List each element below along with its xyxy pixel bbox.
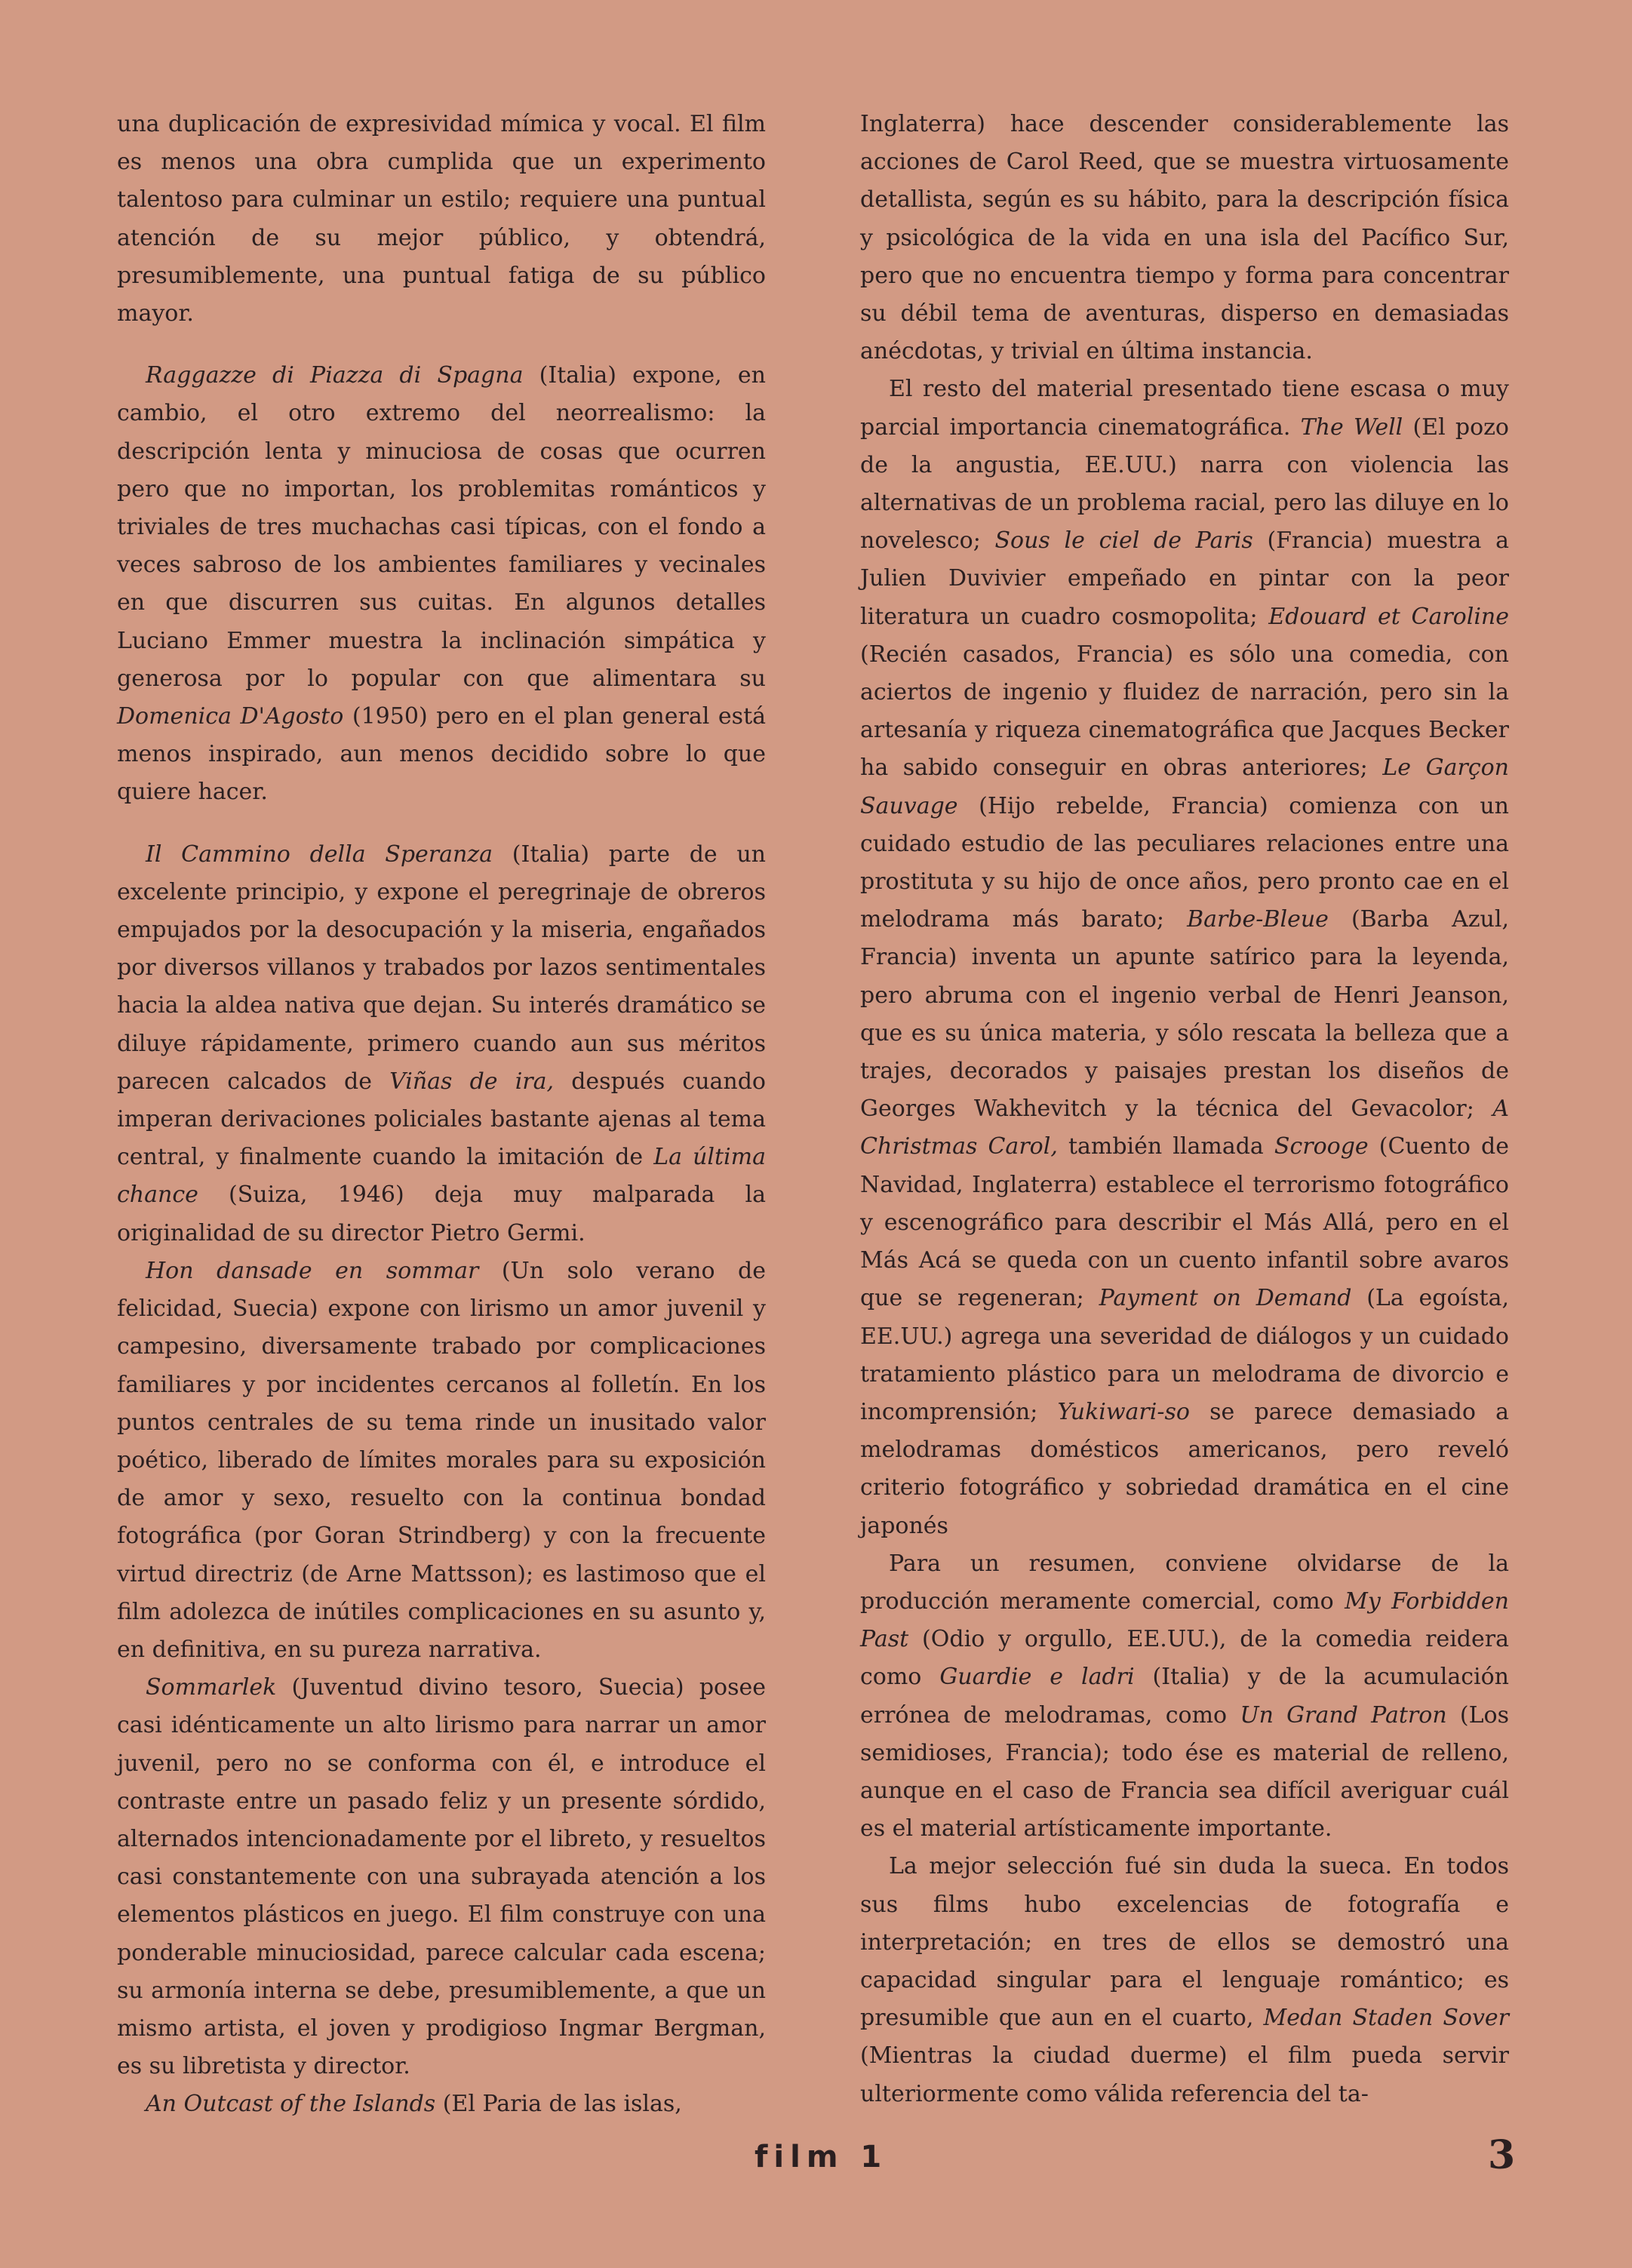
body-text: (El pozo de la angustia, EE.UU.) narra con violencia las alternativas de un problema racial, pero las diluye en lo novelesco;	[860, 413, 1509, 555]
body-text: (Barba Azul, Francia) inventa un apunte satírico para la leyenda, pero abruma con el ingenio verbal de Henri Jeanson, que es su única materia, y sólo rescata la belleza que a trajes, decorados y paisajes prestan los diseños de Georges Wakhevitch y la técnica del Gevacolor;	[860, 906, 1510, 1123]
film-title-text: Un Grand Patron	[1240, 1701, 1447, 1729]
body-text: (1950) pero en el plan general está menos inspirado, aun menos decidido sobre lo que quiere hacer.	[117, 703, 767, 806]
body-text: El resto del material presentado tiene escasa o muy parcial importancia cinematográfica.	[860, 376, 1509, 441]
paragraph	[117, 106, 766, 333]
film-title-text: Raggazze di Piazza di Spagna	[146, 362, 524, 389]
film-title-text: La última chance	[117, 1144, 766, 1209]
paragraph	[117, 1669, 766, 2085]
film-title-text: Scrooge	[1274, 1133, 1369, 1160]
body-text: La mejor selección fué sin duda la sueca. En todos sus films hubo excelencias de fotografía e interpretación; en tres de ellos se demostró una capacidad singular para el lenguaje romántico; es presumible que aun en el cuarto,	[860, 1853, 1509, 2032]
body-text: (Suiza, 1946) deja muy malparada la originalidad de su director Pietro Germi.	[117, 1182, 766, 1246]
film-title-text: Il Cammino della Speranza	[146, 841, 493, 868]
body-text: (Hijo rebelde, Francia) comienza con un cuidado estudio de las peculiares relaciones entre una prostituta y su hijo de once años, pero pronto cae en el melodrama más barato;	[860, 792, 1509, 933]
body-text: (Los semidioses, Francia); todo ése es material de relleno, aunque en el caso de Francia sea difícil averiguar cuál es el material artísticamente importante.	[860, 1701, 1509, 1842]
film-title-text: An Outcast of the Islands	[146, 2091, 436, 2118]
body-text: (Francia) muestra a Julien Duvivier empeñado en pintar con la peor literatura un cuadro cosmopolita;	[860, 527, 1509, 630]
film-title-text: Hon dansade en sommar	[146, 1257, 479, 1284]
body-text: (Recién casados, Francia) es sólo una comedia, con aciertos de ingenio y fluidez de narración, pero sin la artesanía y riqueza cinematográfica que Jacques Becker ha sabido conseguir en obras anteriores;	[860, 641, 1509, 782]
body-text: (Mientras la ciudad duerme) el film pueda servir ulteriormente como válida referencia del ta-	[860, 2042, 1509, 2107]
paragraph	[117, 357, 766, 811]
film-title-text: Sous le ciel de Paris	[994, 527, 1253, 555]
body-text: Para un resumen, conviene olvidarse de la producción meramente comercial, como	[860, 1550, 1509, 1615]
left-column	[117, 106, 766, 2124]
film-title-text: Edouard et Caroline	[1268, 603, 1509, 630]
body-text: también llamada	[1057, 1133, 1274, 1160]
film-title-text: My Forbidden Past	[860, 1587, 1509, 1653]
paragraph	[860, 1848, 1509, 2113]
film-title-text: Medan Staden Sover	[1263, 2005, 1510, 2032]
body-text: se parece demasiado a melodramas domésticos americanos, pero reveló criterio fotográfico y sobriedad dramática en el cine japonés	[860, 1398, 1509, 1539]
body-text: (Italia) y de la acumulación errónea de melodramas, como	[860, 1664, 1509, 1729]
right-column	[860, 106, 1509, 2113]
body-text: (Italia) parte de un excelente principio, y expone el peregrinaje de obreros empujados por la desocupación y la miseria, engañados por diversos villanos y trabados por lazos sentimentales hacia la aldea nativa que dejan. Su interés dramático se diluye rápidamente, primero cuando aun sus méritos parecen calcados de	[117, 841, 766, 1095]
film-title-text: Barbe-Bleue	[1187, 906, 1329, 933]
film-title-text: Payment on Demand	[1099, 1285, 1352, 1312]
film-title-text: The Well	[1300, 413, 1403, 441]
film-title-text: A Christmas Carol,	[860, 1096, 1509, 1160]
film-title-text: Guardie e ladri	[939, 1664, 1135, 1691]
body-text: después cuando imperan derivaciones policiales bastante ajenas al tema central, y finalmente cuando la imitación de	[117, 1068, 766, 1171]
film-title-text: Domenica D'Agosto	[117, 703, 344, 730]
paragraph	[117, 836, 766, 1252]
film-title-text: Viñas de ira,	[389, 1068, 555, 1095]
paragraph	[860, 370, 1509, 1544]
body-text: Inglaterra) hace descender considerablemente las acciones de Carol Reed, que se muestra virtuosamente detallista, según es su hábito, para la descripción física y psicológica de la vida en una isla del Pacífico Sur, pero que no encuentra tiempo y forma para concentrar su débil tema de aventuras, disperso en demasiadas anécdotas, y trivial en última instancia.	[860, 111, 1509, 365]
film-title-text: Le Garçon Sauvage	[860, 754, 1510, 819]
body-text: (El Paria de las islas,	[435, 2091, 682, 2118]
paragraph	[860, 106, 1509, 370]
page-number: 3	[1488, 2132, 1516, 2178]
film-title-text: Yukiwari-so	[1057, 1398, 1190, 1425]
body-text: (Un solo verano de felicidad, Suecia) expone con lirismo un amor juvenil y campesino, diversamente trabado por complicaciones familiares y por incidentes cercanos al folletín. En los puntos centrales de su tema rinde un inusitado valor poético, liberado de límites morales para su exposición de amor y sexo, resuelto con la continua bondad fotográfica (por Goran Strindberg) y con la frecuente virtud directriz (de Arne Mattsson); es lastimoso que el film adolezca de inútiles complicaciones en su asunto y, en definitiva, en su pureza narrativa.	[117, 1257, 766, 1663]
body-text: (La egoísta, EE.UU.) agrega una severidad de diálogos y un cuidado tratamiento plástico para un melodrama de divorcio e incomprensión;	[860, 1285, 1509, 1425]
paragraph	[117, 2085, 766, 2123]
body-text: una duplicación de expresividad mímica y vocal. El film es menos una obra cumplida que un experimento talentoso para culminar un estilo; requiere una puntual atención de su mejor público, y obtendrá, presumiblemente, una puntual fatiga de su público mayor.	[117, 111, 766, 327]
magazine-title: film 1	[755, 2140, 888, 2174]
body-text: (Italia) expone, en cambio, el otro extremo del neorrealismo: la descripción lenta y minuciosa de cosas que ocurren pero que no importan, los problemitas románticos y triviales de tres muchachas casi típicas, con el fondo a veces sabroso de los ambientes familiares y vecinales en que discurren sus cuitas. En algunos detalles Luciano Emmer muestra la inclinación simpática y generosa por lo popular con que alimentara su	[117, 362, 766, 692]
body-text: (Odio y orgullo, EE.UU.), de la comedia reidera como	[860, 1626, 1509, 1691]
film-title-text: Sommarlek	[146, 1674, 277, 1701]
body-text: (Juventud divino tesoro, Suecia) posee casi idénticamente un alto lirismo para narrar un amor juvenil, pero no se conforma con él, e introduce el contraste entre un pasado feliz y un presente sórdido, alternados intencionadamente por el libreto, y resueltos casi constantemente con una subrayada atención a los elementos plásticos en juego. El film construye con una ponderable minuciosidad, parece calcular cada escena; su armonía interna se debe, presumiblemente, a que un mismo artista, el joven y prodigioso Ingmar Bergman, es su libretista y director.	[117, 1674, 766, 2080]
body-text: (Cuento de Navidad, Inglaterra) establece el terrorismo fotográfico y escenográfico para describir el Más Allá, pero en el Más Acá se queda con un cuento infantil sobre avaros que se regeneran;	[860, 1133, 1509, 1312]
paragraph	[117, 1252, 766, 1669]
paragraph	[860, 1545, 1509, 1849]
